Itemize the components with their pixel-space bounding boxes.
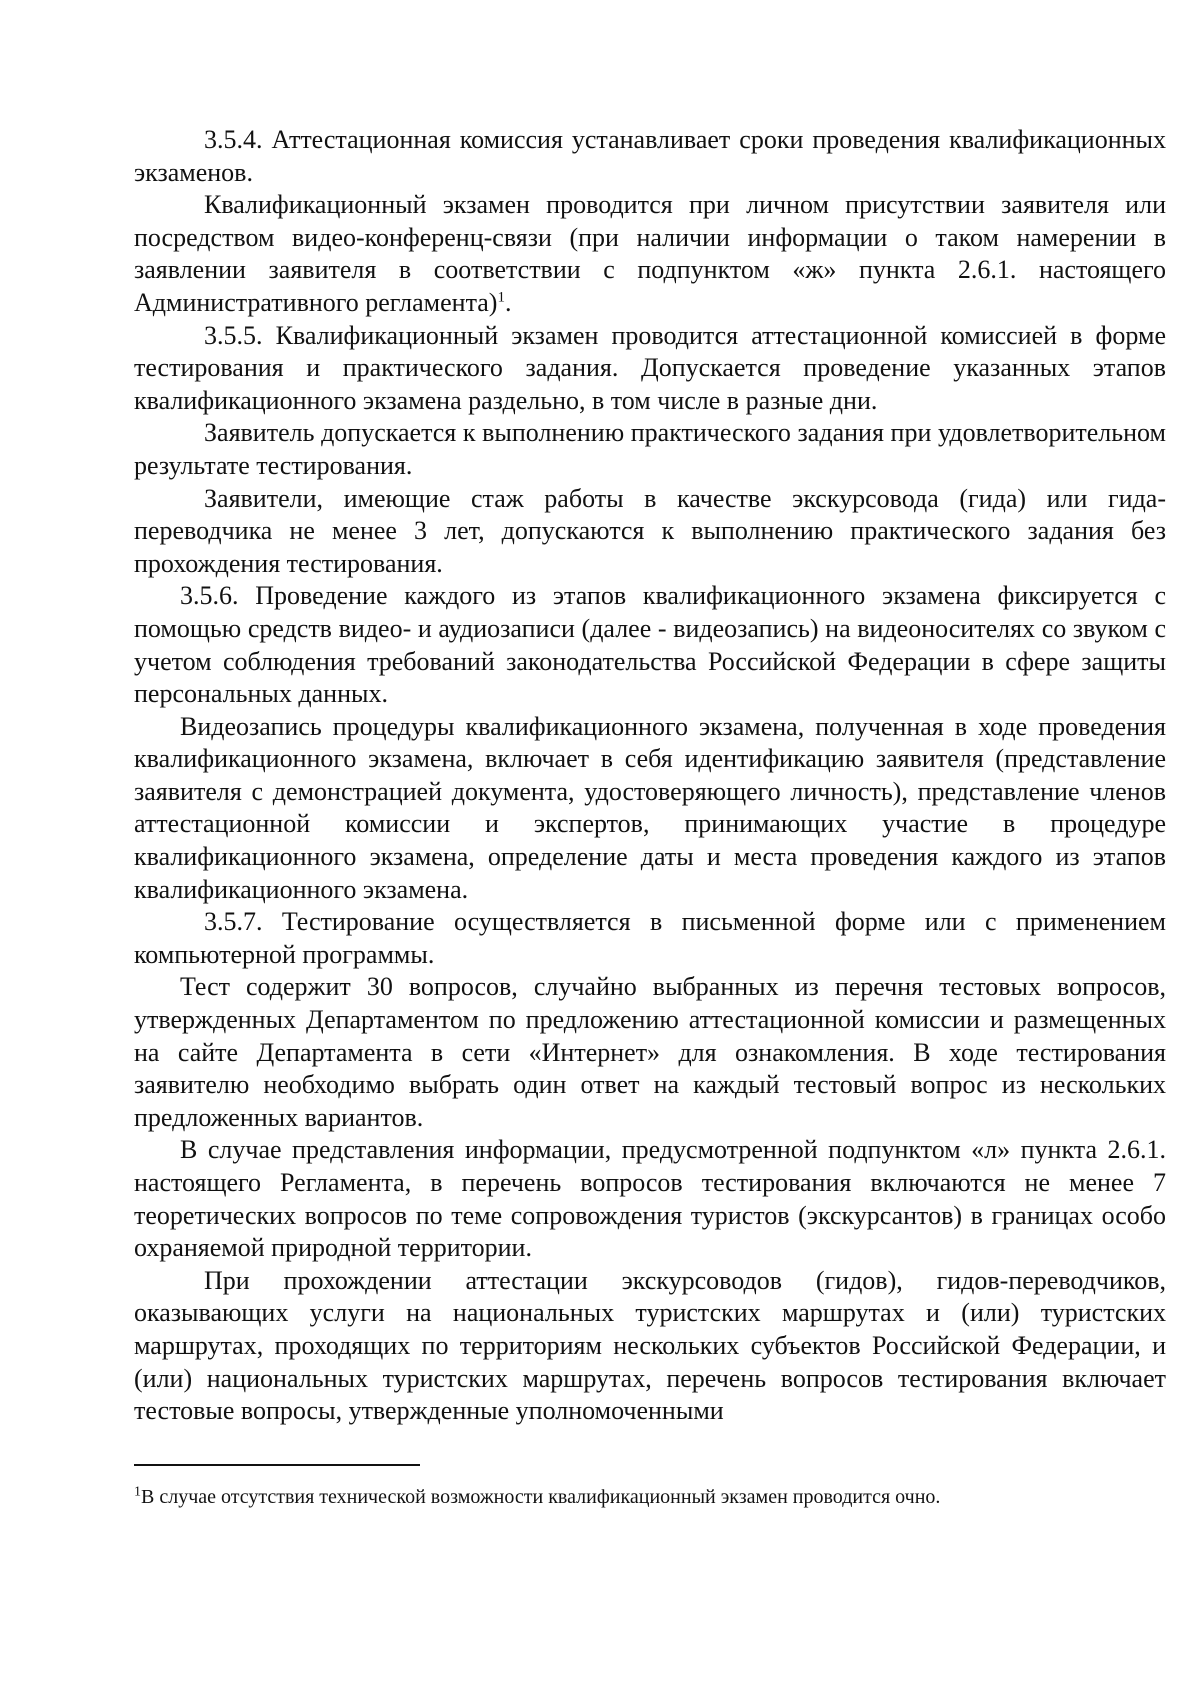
footnote-text: В случае отсутствия технической возможности квалификационный экзамен проводится очно.: [141, 1486, 941, 1508]
paragraph-experience: Заявители, имеющие стаж работы в качестве экскурсовода (гида) или гида-переводчика не менее 3 лет, допускаются к выполнению практического задания без прохождения тестирования.: [134, 483, 1166, 578]
footnote-mark: 1: [134, 1484, 141, 1500]
paragraph-admission: Заявитель допускается к выполнению практического задания при удовлетворительном результате тестирования.: [134, 418, 1166, 480]
footnote-separator: [134, 1464, 420, 1466]
paragraph-video-record: Видеозапись процедуры квалификационного экзамена, полученная в ходе проведения квалификационного экзамена, включает в себя идентификацию заявителя (представление заявителя с демонстрацией документа, удостоверяющего личность), представление членов аттестационной комиссии и экспертов, принимающих участие в процедуре квалификационного экзамена, определение даты и места проведения каждого из этапов квалификационного экзамена.: [134, 711, 1166, 904]
footnote: [134, 1484, 1166, 1510]
paragraph-national-routes: При прохождении аттестации экскурсоводов (гидов), гидов-переводчиков, оказывающих услуги на национальных туристских маршрутах и (или) туристских маршрутах, проходящих по территориям нескольких субъектов Российской Федерации, и (или) национальных туристских маршрутах, перечень вопросов тестирования включает тестовые вопросы, утвержденные уполномоченными: [134, 1265, 1166, 1426]
paragraph-test-contents: Тест содержит 30 вопросов, случайно выбранных из перечня тестовых вопросов, утвержденных Департаментом по предложению аттестационной комиссии и размещенных на сайте Департамента в сети «Интернет» для ознакомления. В ходе тестирования заявителю необходимо выбрать один ответ на каждый тестовый вопрос из нескольких предложенных вариантов.: [134, 972, 1166, 1132]
paragraph-3-5-4: 3.5.4. Аттестационная комиссия устанавливает сроки проведения квалификационных экзаменов.: [134, 125, 1166, 187]
paragraph-exam-presence: Квалификационный экзамен проводится при личном присутствии заявителя или посредством видео-конференц-связи (при наличии информации о таком намерении в заявлении заявителя в соответствии с подпунктом «ж» пункта 2.6.1. настоящего Административного регламента)$^1$.: [134, 190, 1166, 317]
paragraph-protected-territory: В случае представления информации, предусмотренной подпунктом «л» пункта 2.6.1. настоящего Регламента, в перечень вопросов тестирования включаются не менее 7 теоретических вопросов по теме сопровождения туристов (экскурсантов) в границах особо охраняемой природной территории.: [134, 1135, 1166, 1263]
document-body: [134, 124, 1166, 1428]
footnote-reference: 1: [497, 289, 505, 306]
paragraph-3-5-6: 3.5.6. Проведение каждого из этапов квалификационного экзамена фиксируется с помощью средств видео- и аудиозаписи (далее - видеозапись) на видеоносителях со звуком с учетом соблюдения требований законодательства Российской Федерации в сфере защиты персональных данных.: [134, 581, 1166, 709]
paragraph-3-5-7: 3.5.7. Тестирование осуществляется в письменной форме или с применением компьютерной программы.: [134, 907, 1166, 969]
paragraph-3-5-5: 3.5.5. Квалификационный экзамен проводится аттестационной комиссией в форме тестирования и практического задания. Допускается проведение указанных этапов квалификационного экзамена раздельно, в том числе в разные дни.: [134, 320, 1166, 415]
